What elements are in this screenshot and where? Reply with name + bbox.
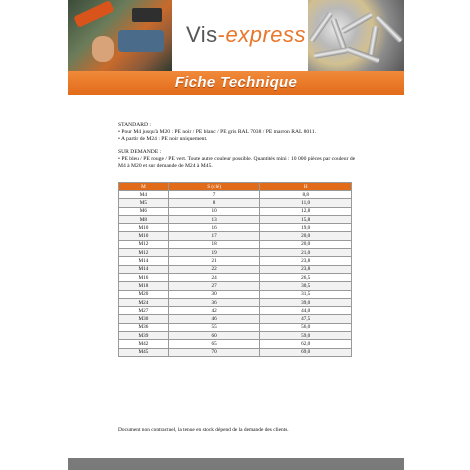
page-title: Fiche Technique	[174, 74, 298, 91]
header-photo-screws	[308, 0, 404, 71]
table-row	[119, 232, 352, 240]
photo-element	[73, 0, 114, 28]
cell-h: 20,0	[260, 232, 352, 240]
cell-h: 21,0	[260, 249, 352, 257]
cell-h: 26,5	[260, 273, 352, 281]
cell-h: 8,8	[260, 191, 352, 199]
cell-h: 31,5	[260, 290, 352, 298]
cell-s: 18	[168, 240, 260, 248]
cell-m: M45	[119, 348, 169, 356]
logo-dash: -	[217, 22, 226, 47]
cell-s: 30	[168, 290, 260, 298]
cell-s: 8	[168, 199, 260, 207]
cell-m: M24	[119, 298, 169, 306]
disclaimer: Document non contractuel, la tenue en stock dépend de la demande des clients.	[118, 427, 289, 433]
column-header-h: H	[260, 183, 352, 191]
column-header-s: S (clé)	[168, 183, 260, 191]
photo-element	[118, 30, 164, 52]
header	[68, 0, 404, 95]
cell-m: M39	[119, 332, 169, 340]
photo-element	[314, 47, 349, 59]
cell-m: M42	[119, 340, 169, 348]
cell-s: 46	[168, 315, 260, 323]
cell-s: 24	[168, 273, 260, 281]
cell-s: 42	[168, 307, 260, 315]
table-row	[119, 290, 352, 298]
photo-element	[309, 11, 333, 42]
cell-h: 56,0	[260, 323, 352, 331]
cell-s: 55	[168, 323, 260, 331]
footer-bar	[68, 458, 404, 470]
table-row	[119, 191, 352, 199]
cell-m: M18	[119, 282, 169, 290]
cell-s: 19	[168, 249, 260, 257]
cell-h: 19,0	[260, 224, 352, 232]
cell-m: M36	[119, 323, 169, 331]
cell-m: M12	[119, 249, 169, 257]
cell-h: 12,8	[260, 207, 352, 215]
table-row	[119, 307, 352, 315]
cell-s: 65	[168, 340, 260, 348]
cell-h: 47,5	[260, 315, 352, 323]
standard-line: • A partir de M24 : PE noir uniquement.	[118, 136, 208, 142]
table-row	[119, 240, 352, 248]
cell-m: M20	[119, 290, 169, 298]
header-photo-tools	[68, 0, 172, 71]
table-row	[119, 298, 352, 306]
photo-element	[375, 15, 403, 43]
cell-m: M6	[119, 207, 169, 215]
photo-element	[92, 36, 114, 62]
cell-h: 23,8	[260, 265, 352, 273]
table-row	[119, 282, 352, 290]
table-row	[119, 199, 352, 207]
cell-s: 70	[168, 348, 260, 356]
standard-heading: STANDARD :	[118, 122, 151, 128]
photo-element	[341, 12, 373, 34]
dimension-table	[118, 182, 352, 357]
table-row	[119, 224, 352, 232]
cell-m: M10	[119, 232, 169, 240]
cell-m: M14	[119, 265, 169, 273]
standard-line: • Pour M4 jusqu'à M20 : PE noir / PE blanc / PE gris RAL 7038 / PE marron RAL 8011.	[118, 129, 316, 135]
table-body	[119, 191, 352, 357]
cell-h: 69,0	[260, 348, 352, 356]
cell-m: M12	[119, 240, 169, 248]
cell-s: 7	[168, 191, 260, 199]
logo-suffix: express	[225, 22, 307, 47]
table-row	[119, 348, 352, 356]
cell-h: 39,0	[260, 298, 352, 306]
cell-m: M14	[119, 257, 169, 265]
table-row	[119, 273, 352, 281]
table-row	[119, 215, 352, 223]
sur-demande-line: • PE bleu / PE rouge / PE vert. Toute autre couleur possible. Quantités mini : 10 000 pièces par couleur de M4 à M20 et sur demande de M24 à M45.	[118, 156, 356, 169]
vis-express-logo	[186, 22, 306, 48]
cell-m: M10	[119, 224, 169, 232]
sur-demande-section	[118, 149, 358, 170]
table-row	[119, 249, 352, 257]
cell-m: M4	[119, 191, 169, 199]
photo-element	[132, 8, 162, 22]
logo-main: Vis	[186, 22, 218, 47]
cell-s: 16	[168, 224, 260, 232]
cell-s: 27	[168, 282, 260, 290]
title-banner	[68, 71, 404, 95]
table-row	[119, 332, 352, 340]
table-row	[119, 265, 352, 273]
cell-s: 13	[168, 215, 260, 223]
table-row	[119, 207, 352, 215]
cell-m: M30	[119, 315, 169, 323]
cell-m: M8	[119, 215, 169, 223]
cell-s: 21	[168, 257, 260, 265]
column-header-m: M	[119, 183, 169, 191]
cell-h: 44,0	[260, 307, 352, 315]
table-row	[119, 340, 352, 348]
cell-s: 60	[168, 332, 260, 340]
logo-area	[172, 0, 308, 71]
table-row	[119, 257, 352, 265]
cell-s: 17	[168, 232, 260, 240]
cell-h: 59,0	[260, 332, 352, 340]
cell-h: 23,8	[260, 257, 352, 265]
cell-m: M16	[119, 273, 169, 281]
table-row	[119, 315, 352, 323]
cell-h: 20,0	[260, 240, 352, 248]
cell-s: 10	[168, 207, 260, 215]
sur-demande-heading: SUR DEMANDE :	[118, 149, 162, 155]
cell-h: 62,0	[260, 340, 352, 348]
cell-h: 11,0	[260, 199, 352, 207]
table-header-row	[119, 183, 352, 191]
cell-s: 36	[168, 298, 260, 306]
standard-section	[118, 122, 358, 143]
cell-h: 15,8	[260, 215, 352, 223]
cell-m: M5	[119, 199, 169, 207]
cell-s: 22	[168, 265, 260, 273]
cell-h: 30,5	[260, 282, 352, 290]
cell-m: M27	[119, 307, 169, 315]
table-row	[119, 323, 352, 331]
